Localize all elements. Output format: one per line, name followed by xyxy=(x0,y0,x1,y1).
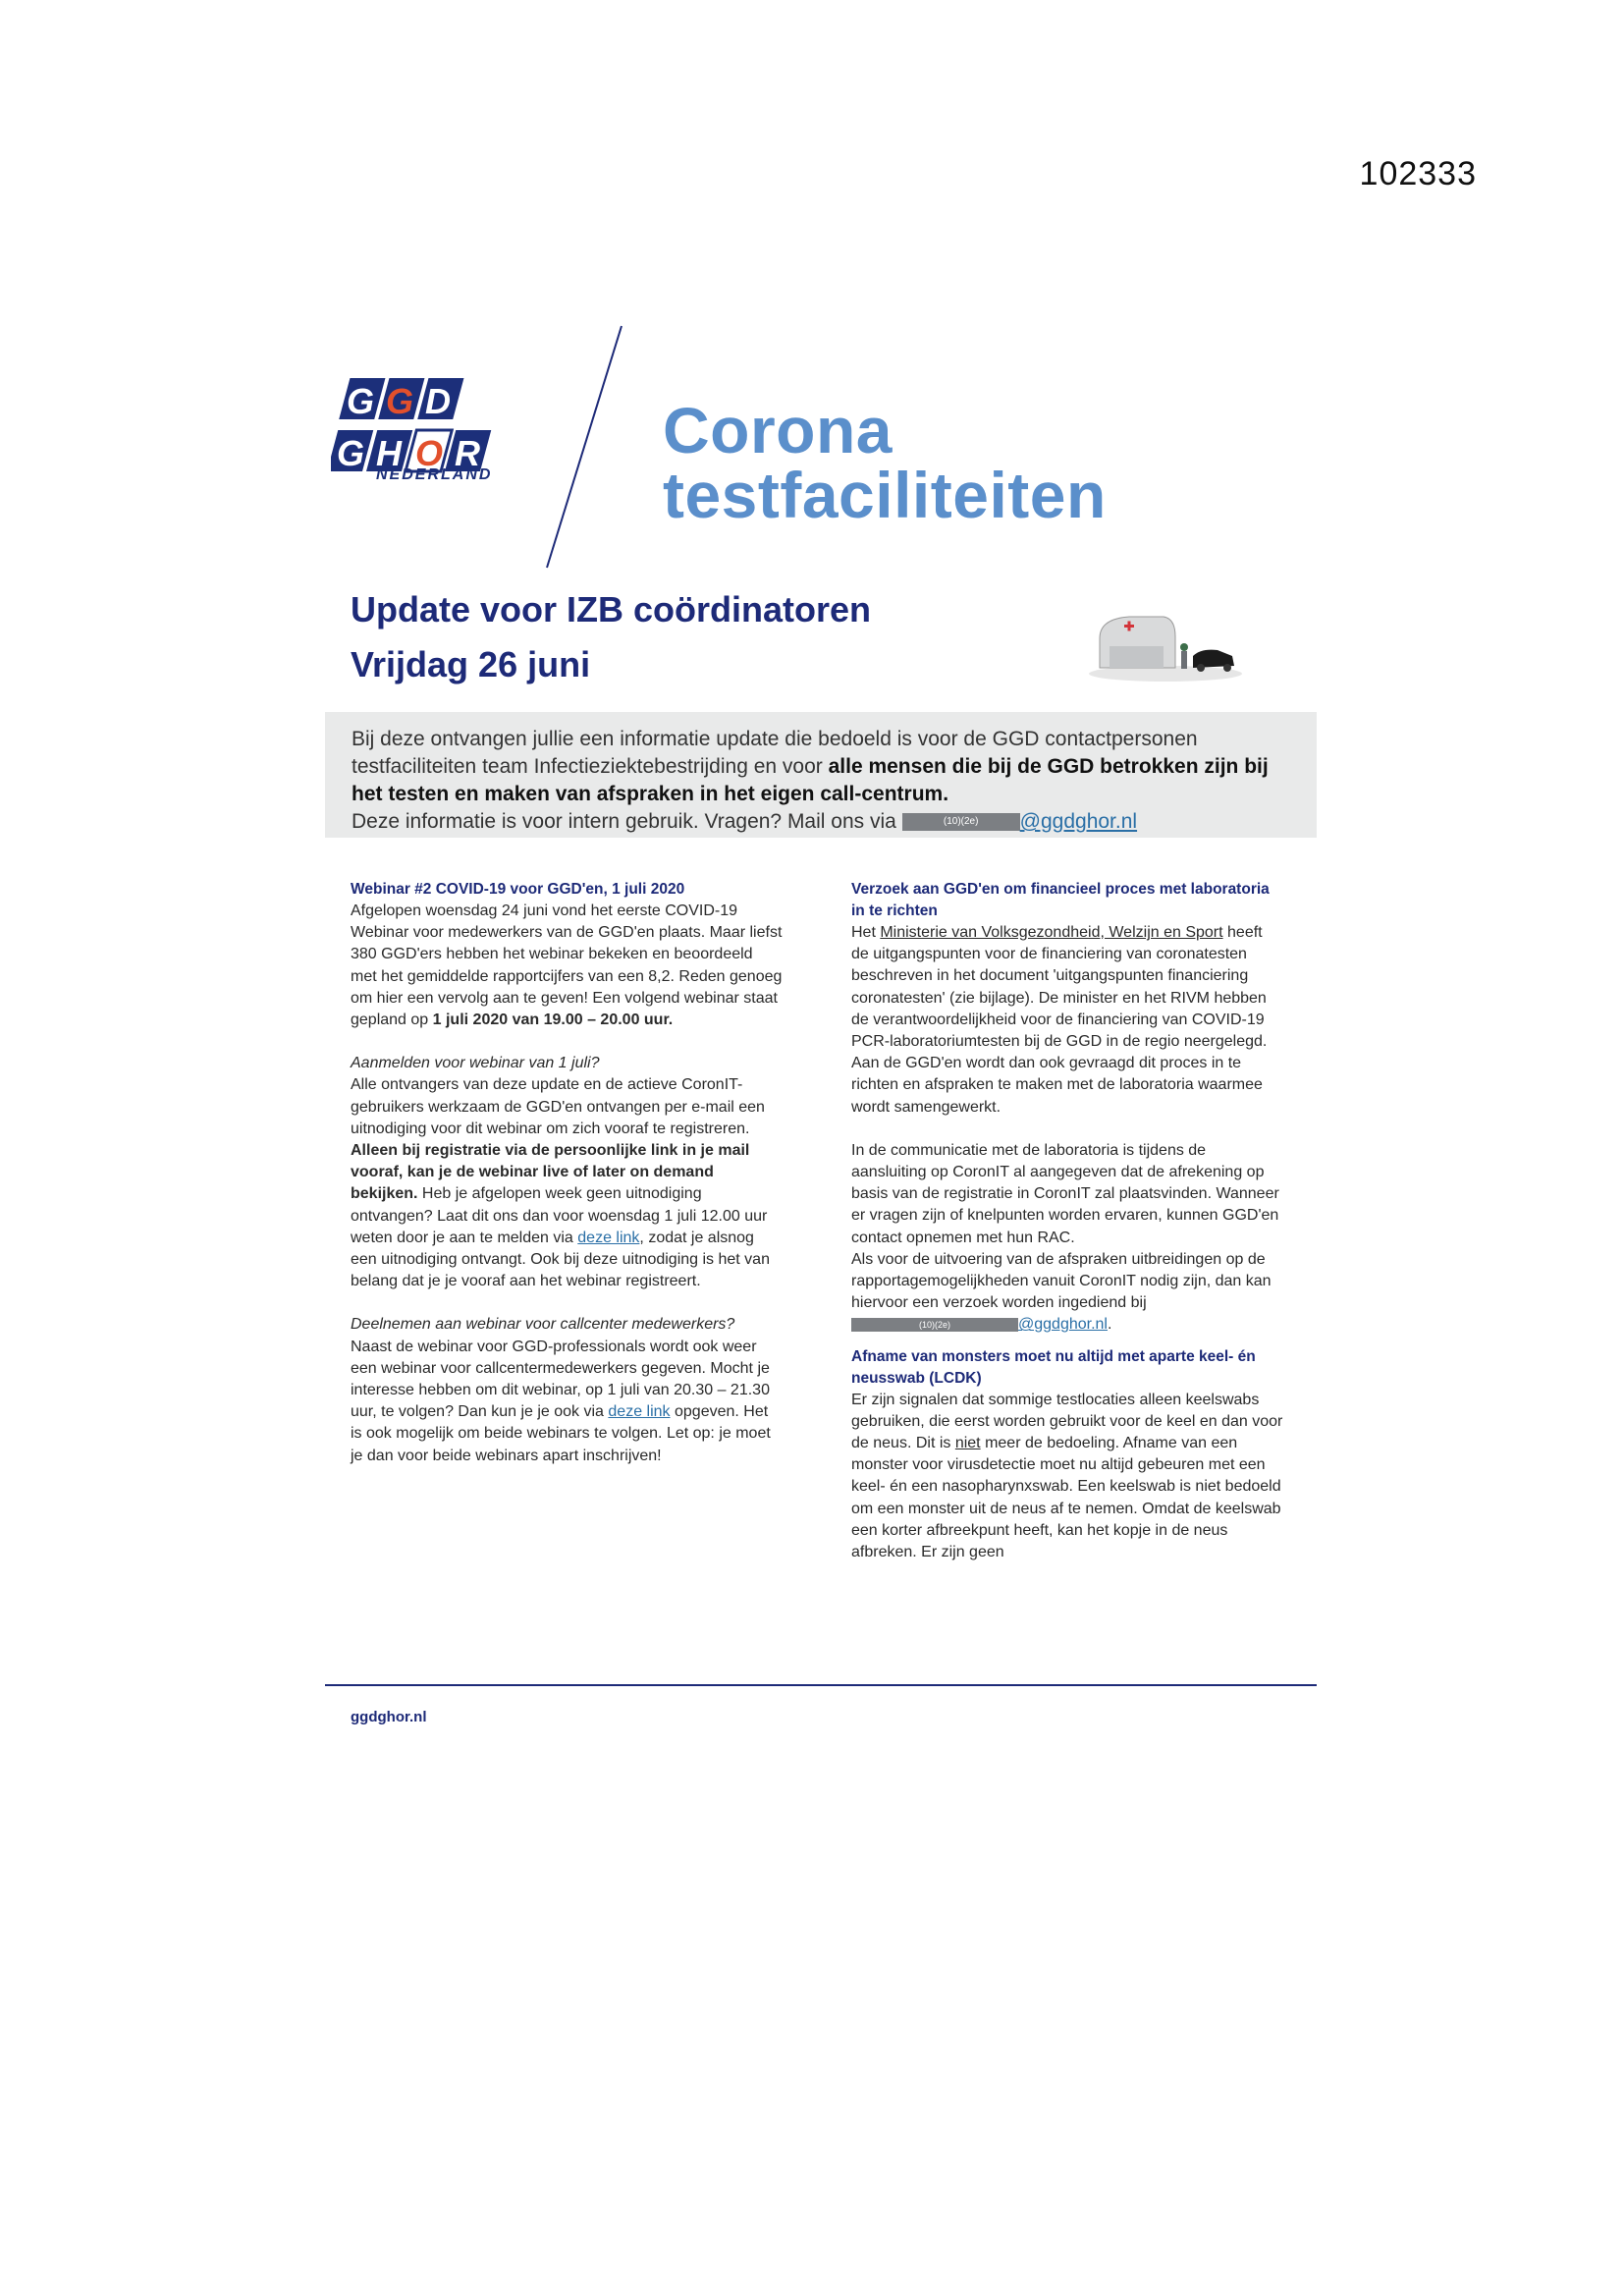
update-heading-line2: Vrijdag 26 juni xyxy=(351,644,591,684)
aanmelden-paragraph xyxy=(351,1074,783,1292)
afname-heading: Afname van monsters moet nu altijd met aparte keel- én neusswab (LCDK) xyxy=(851,1347,1256,1387)
aanmelden-text-3: , zodat je alsnog een uitnodiging ontvangt. Ook bij deze uitnodiging is het van belang dat je je vooraf aan het webinar registreert. xyxy=(351,1229,770,1290)
svg-text:D: D xyxy=(425,381,451,421)
svg-text:G: G xyxy=(347,381,375,421)
callcenter-heading: Deelnemen aan webinar voor callcenter medewerkers? xyxy=(351,1316,735,1334)
aanmelden-text-2: Heb je afgelopen week geen uitnodiging ontvangen? Laat dit ons dan voor woensdag 1 juli 12.00 uur weten door je aan te melden via xyxy=(351,1185,768,1246)
callcenter-text-1: Naast de webinar voor GGD-professionals wordt ook weer een webinar voor callcentermedewerkers gegeven. Mocht je interesse hebben om dit webinar, op 1 juli van 20.30 – 21.30 uur, te volgen? Dan kun je je ook via xyxy=(351,1338,770,1421)
update-heading xyxy=(351,582,871,692)
verzoek-email-link[interactable]: @ggdghor.nl xyxy=(1018,1316,1108,1334)
verzoek-paragraph-3 xyxy=(851,1249,1283,1337)
callcenter-link[interactable]: deze link xyxy=(608,1403,671,1421)
update-heading-line1: Update voor IZB coördinatoren xyxy=(351,589,872,629)
logo-subtitle: NEDERLAND xyxy=(376,466,493,483)
test-tent-illustration xyxy=(1085,607,1247,685)
svg-text:G: G xyxy=(337,433,365,473)
aanmelden-text-1: Alle ontvangers van deze update en de actieve CoronIT-gebruikers werkzaam de GGD'en ontvangen per e-mail een uitnodiging voor dit webinar om zich vooraf te registreren. xyxy=(351,1076,765,1137)
svg-text:H: H xyxy=(376,433,402,473)
webinar-date: 1 juli 2020 van 19.00 – 20.00 uur. xyxy=(432,1011,674,1029)
verzoek-heading: Verzoek aan GGD'en om financieel proces met laboratoria in te richten xyxy=(851,881,1270,919)
callcenter-paragraph xyxy=(351,1337,783,1467)
verzoek-paragraph-2: In de communicatie met de laboratoria is tijdens de aansluiting op CoronIT al aangegeven dat de afrekening op basis van de registratie in CoronIT zal plaatsvinden. Wanneer er vragen zijn of knelpunten worden ervaren, kunnen GGD'en contact opnemen met hun RAC. xyxy=(851,1141,1279,1246)
svg-text:G: G xyxy=(386,381,414,421)
footer-divider xyxy=(325,1684,1317,1686)
aanmelden-bold: Alleen bij registratie via de persoonlijke link in je mail vooraf, kan je de webinar live of later on demand bekijken. xyxy=(351,1142,750,1203)
verzoek-paragraph-1 xyxy=(851,922,1283,1119)
callcenter-text-2: opgeven. Het is ook mogelijk om beide webinars te volgen. Let op: je moet je dan voor beide webinars apart inschrijven! xyxy=(351,1403,771,1464)
webinar-paragraph xyxy=(351,901,783,1031)
newsletter-page xyxy=(270,270,1316,1743)
intro-text: Bij deze ontvangen jullie een informatie update die bedoeld is voor de GGD contactpersonen testfaciliteiten team Infectieziektebestrijding en voor xyxy=(352,728,1198,778)
intro-contact-text: Deze informatie is voor intern gebruik. Vragen? Mail ons via xyxy=(352,810,902,833)
verzoek-text-1b: heeft de uitgangspunten voor de financiering van coronatesten beschreven in het document 'uitgangspunten financiering coronatesten' (zie bijlage). De minister en het RIVM hebben de verantwoordelijkheid voor de financiering van COVID-19 PCR-laboratoriumtesten bij de GGD in de regio neergelegd. Aan de GGD'en wordt dan ook gevraagd dit proces in te richten en afspraken te maken met de laboratoria waarmee wordt samengewerkt. xyxy=(851,924,1268,1116)
afname-text-2: meer de bedoeling. Afname van een monster voor virusdetectie moet nu altijd gebeuren met een keel- én een nasopharynxswab. Een keelswab is niet bedoeld om een monster uit de neus af te nemen. Omdat de keelswab een korter afbreekpunt heeft, kan het kopje in de neus afbreken. Er zijn geen xyxy=(851,1435,1281,1561)
divider-slash xyxy=(545,324,623,570)
right-column xyxy=(851,879,1283,1585)
afname-niet: niet xyxy=(954,1435,981,1452)
verzoek-end: . xyxy=(1107,1316,1112,1334)
banner-title-line2: testfaciliteiten xyxy=(663,459,1107,531)
document-id: 102333 xyxy=(1359,155,1477,192)
redaction-block: (10)(2e) xyxy=(851,1318,1018,1332)
verzoek-text-1a: Het xyxy=(851,924,881,941)
svg-text:O: O xyxy=(415,433,444,473)
footer-site: ggdghor.nl xyxy=(351,1709,427,1725)
left-column xyxy=(351,879,783,1489)
svg-text:R: R xyxy=(455,433,480,473)
banner-title-line1: Corona xyxy=(663,394,893,466)
webinar-text: Afgelopen woensdag 24 juni vond het eerste COVID-19 Webinar voor medewerkers van de GGD'en plaats. Maar liefst 380 GGD'ers hebben het webinar bekeken en beoordeeld met het gemiddelde rapportcijfers van een 8,2. Reden genoeg om hier een vervolg aan te geven! Een volgend webinar staat gepland op xyxy=(351,902,783,1029)
aanmelden-heading: Aanmelden voor webinar van 1 juli? xyxy=(351,1055,600,1072)
banner-title xyxy=(663,394,1107,531)
aanmelden-link[interactable]: deze link xyxy=(577,1229,640,1246)
intro-bold-text: alle mensen die bij de GGD betrokken zijn bij het testen en maken van afspraken in het eigen call-centrum. xyxy=(352,755,1269,805)
ministry-link[interactable]: Ministerie van Volksgezondheid, Welzijn en Sport xyxy=(880,924,1223,941)
contact-email-link[interactable]: @ggdghor.nl xyxy=(1019,810,1138,833)
verzoek-text-3: Als voor de uitvoering van de afspraken uitbreidingen op de rapportagemogelijkheden vanuit CoronIT nodig zijn, dan kan hiervoor een verzoek worden ingediend bij xyxy=(851,1250,1272,1312)
webinar-heading: Webinar #2 COVID-19 voor GGD'en, 1 juli 2020 xyxy=(351,881,685,898)
redaction-block: (10)(2e) xyxy=(902,813,1020,831)
intro-box xyxy=(325,712,1317,838)
afname-text-1: Er zijn signalen dat sommige testlocaties alleen keelswabs gebruiken, die eerst worden gebruikt voor de keel en dan voor de neus. Dit is xyxy=(851,1391,1283,1452)
afname-paragraph xyxy=(851,1390,1283,1564)
